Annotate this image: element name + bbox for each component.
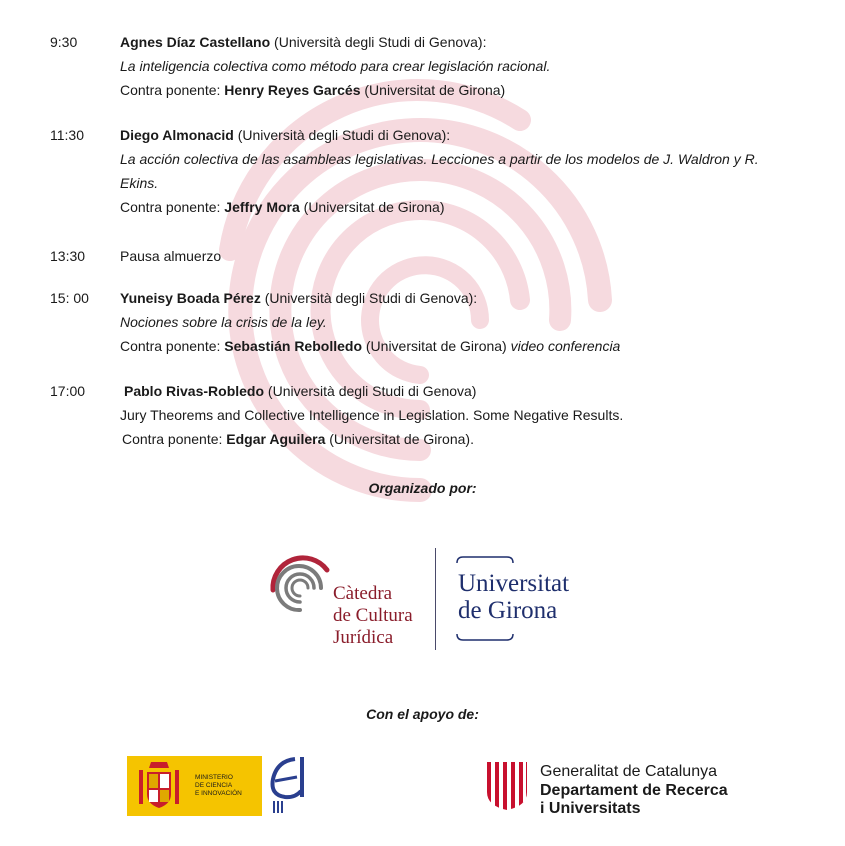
schedule-time: 17:00 xyxy=(50,383,86,399)
contra-name: Henry Reyes Garcés xyxy=(224,82,361,98)
gencat-line-3: i Universitats xyxy=(540,800,641,817)
support-label: Con el apoyo de: xyxy=(366,706,479,722)
contra-note: video conferencia xyxy=(510,338,621,354)
udg-line-2: de Girona xyxy=(458,597,558,624)
break-label: Pausa almuerzo xyxy=(120,248,222,264)
udg-bottom-ornament-icon xyxy=(455,632,515,642)
talk-title: Nociones sobre la crisis de la ley. xyxy=(120,314,327,330)
catedra-line-1: Càtedra xyxy=(333,583,393,604)
speaker-affiliation: (Università degli Studi di Genova) xyxy=(264,383,477,399)
gencat-line-2: Departament de Recerca xyxy=(540,782,728,799)
contra-affiliation: (Universitat de Girona) xyxy=(362,338,511,354)
talk-title: Jury Theorems and Collective Intelligence in Legislation. Some Negative Results. xyxy=(120,407,624,423)
schedule-time: 13:30 xyxy=(50,248,86,264)
catedra-logo xyxy=(265,545,440,655)
organized-by-label: Organizado por: xyxy=(368,480,477,496)
speaker-name: Diego Almonacid xyxy=(120,127,234,143)
logo-divider xyxy=(435,548,436,650)
contra-affiliation: (Universitat de Girona) xyxy=(360,82,506,98)
speaker-name: Pablo Rivas-Robledo xyxy=(124,383,265,399)
spain-coat-of-arms-icon xyxy=(137,760,181,812)
catedra-spiral-icon xyxy=(265,550,335,620)
speaker-name: Yuneisy Boada Pérez xyxy=(120,290,261,306)
speaker-name: Agnes Díaz Castellano xyxy=(120,34,271,50)
gencat-line-1: Generalitat de Catalunya xyxy=(540,763,717,780)
talk-title: La acción colectiva de las asambleas legislativas. Lecciones a partir de los modelos de J. Waldron y R. Ekins. xyxy=(120,151,759,191)
contra-label: Contra ponente: xyxy=(120,82,225,98)
ministerio-line-1: MINISTERIO xyxy=(195,774,233,781)
contra-affiliation: (Universitat de Girona) xyxy=(299,199,445,215)
contra-label: Contra ponente: xyxy=(120,338,225,354)
speaker-affiliation: (Università degli Studi di Genova): xyxy=(260,290,478,306)
ministerio-line-2: DE CIENCIA xyxy=(195,782,233,789)
contra-label: Contra ponente: xyxy=(120,199,225,215)
contra-name: Sebastián Rebolledo xyxy=(224,338,362,354)
schedule-time: 11:30 xyxy=(50,127,84,143)
udg-top-ornament-icon xyxy=(455,555,515,565)
contra-name: Edgar Aguilera xyxy=(226,431,326,447)
talk-title: La inteligencia colectiva como método para crear legislación racional. xyxy=(120,58,551,74)
ministerio-line-3: E INNOVACIÓN xyxy=(195,790,242,797)
contra-label: Contra ponente: xyxy=(122,431,227,447)
udg-logo xyxy=(455,555,595,645)
speaker-affiliation: (Università degli Studi di Genova): xyxy=(270,34,487,50)
udg-line-1: Universitat xyxy=(458,570,570,597)
gencat-logo xyxy=(485,760,785,820)
ministerio-logo xyxy=(127,756,262,816)
catedra-line-2: de Cultura xyxy=(333,605,413,626)
senyera-icon xyxy=(485,760,529,812)
speaker-affiliation: (Università degli Studi di Genova): xyxy=(233,127,451,143)
aei-logo-icon xyxy=(267,755,309,817)
contra-name: Jeffry Mora xyxy=(224,199,300,215)
schedule-time: 9:30 xyxy=(50,34,78,50)
catedra-line-3: Jurídica xyxy=(333,627,394,648)
schedule-time: 15: 00 xyxy=(50,290,89,306)
contra-affiliation: (Universitat de Girona). xyxy=(325,431,474,447)
